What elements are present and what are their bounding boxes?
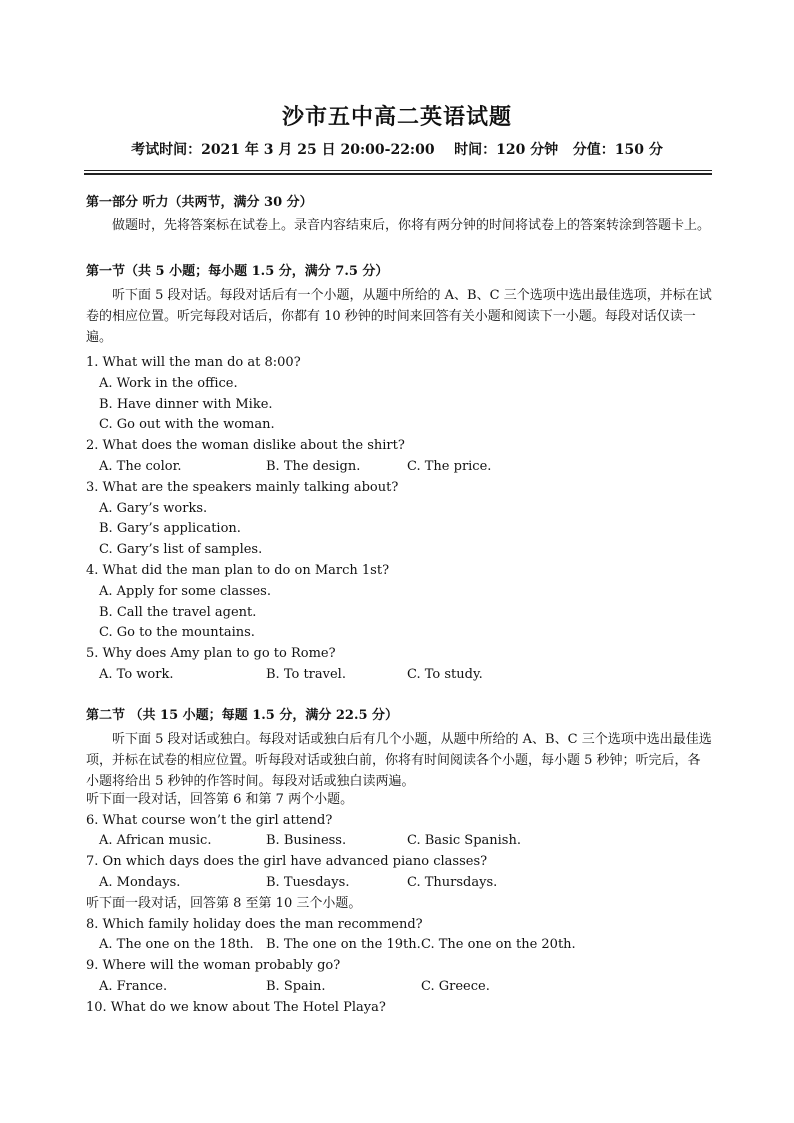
- section1-instruction: 听下面 5 段对话。每段对话后有一个小题，从题中所给的 A、B、C 三个选项中选出最佳选项，并标在试卷的相应位置。听完每段对话后，你都有 10 秒钟的时间来回答有关小题和阅读下一小题。每段对话仅读一遍。: [86, 288, 712, 345]
- question-6: 6. What course won’t the girl attend?: [86, 813, 333, 828]
- section2-sub2: 听下面一段对话，回答第 8 至第 10 三个小题。: [86, 896, 362, 911]
- question-5: 5. Why does Amy plan to go to Rome?: [86, 646, 336, 661]
- q9-option-b: B. Spain.: [266, 979, 326, 994]
- header-divider-thin: [84, 170, 712, 171]
- q8-option-a: A. The one on the 18th.: [99, 937, 254, 952]
- section2-sub1: 听下面一段对话，回答第 6 和第 7 两个小题。: [86, 792, 354, 807]
- q3-option-a: A. Gary’s works.: [99, 501, 208, 516]
- q3-option-b: B. Gary’s application.: [99, 521, 241, 536]
- q5-option-c: C. To study.: [407, 667, 483, 682]
- question-9: 9. Where will the woman probably go?: [86, 958, 341, 973]
- q2-option-b: B. The design.: [266, 459, 361, 474]
- q5-option-a: A. To work.: [99, 667, 174, 682]
- question-7: 7. On which days does the girl have advanced piano classes?: [86, 854, 488, 869]
- q6-option-a: A. African music.: [99, 833, 212, 848]
- q4-option-c: C. Go to the mountains.: [99, 625, 255, 640]
- exam-title: 沙市五中高二英语试题: [281, 104, 512, 130]
- question-8: 8. Which family holiday does the man recommend?: [86, 917, 423, 932]
- section2-heading: 第二节 （共 15 小题；每题 1.5 分，满分 22.5 分）: [86, 708, 399, 723]
- q9-option-a: A. France.: [99, 979, 168, 994]
- exam-info: 考试时间：2021 年 3 月 25 日 20:00-22:00 时间：120 分钟 分值：150 分: [131, 142, 663, 158]
- part1-instruction: 做题时，先将答案标在试卷上。录音内容结束后，你将有两分钟的时间将试卷上的答案转涂到答题卡上。: [112, 218, 711, 233]
- question-1: 1. What will the man do at 8:00?: [86, 355, 301, 370]
- q7-option-b: B. Tuesdays.: [266, 875, 350, 890]
- q4-option-b: B. Call the travel agent.: [99, 605, 257, 620]
- q8-option-b: B. The one on the 19th.: [266, 937, 421, 952]
- q7-option-a: A. Mondays.: [99, 875, 181, 890]
- q5-option-b: B. To travel.: [266, 667, 346, 682]
- q6-option-c: C. Basic Spanish.: [407, 833, 521, 848]
- q8-option-c: C. The one on the 20th.: [421, 937, 576, 952]
- question-10: 10. What do we know about The Hotel Playa?: [86, 1000, 386, 1015]
- q1-option-a: A. Work in the office.: [99, 376, 238, 391]
- q1-option-c: C. Go out with the woman.: [99, 417, 275, 432]
- q7-option-c: C. Thursdays.: [407, 875, 498, 890]
- section2-instruction: 听下面 5 段对话或独白。每段对话或独白后有几个小题，从题中所给的 A、B、C 三个选项中选出最佳选项，并标在试卷的相应位置。听每段对话或独白前，你将有时间阅读各个小题，每小题 5 秒钟；听完后，各小题将给出 5 秒钟的作答时间。每段对话或独白读两遍。: [86, 732, 712, 789]
- question-4: 4. What did the man plan to do on March 1st?: [86, 563, 390, 578]
- q4-option-a: A. Apply for some classes.: [99, 584, 271, 599]
- q9-option-c: C. Greece.: [421, 979, 490, 994]
- q6-option-b: B. Business.: [266, 833, 347, 848]
- q1-option-b: B. Have dinner with Mike.: [99, 397, 273, 412]
- section1-heading: 第一节（共 5 小题；每小题 1.5 分，满分 7.5 分）: [86, 264, 389, 279]
- q2-option-a: A. The color.: [99, 459, 182, 474]
- question-3: 3. What are the speakers mainly talking about?: [86, 480, 399, 495]
- q2-option-c: C. The price.: [407, 459, 492, 474]
- part1-heading: 第一部分 听力（共两节，满分 30 分）: [86, 195, 313, 210]
- q3-option-c: C. Gary’s list of samples.: [99, 542, 263, 557]
- header-divider-thick: [84, 173, 712, 175]
- question-2: 2. What does the woman dislike about the shirt?: [86, 438, 405, 453]
